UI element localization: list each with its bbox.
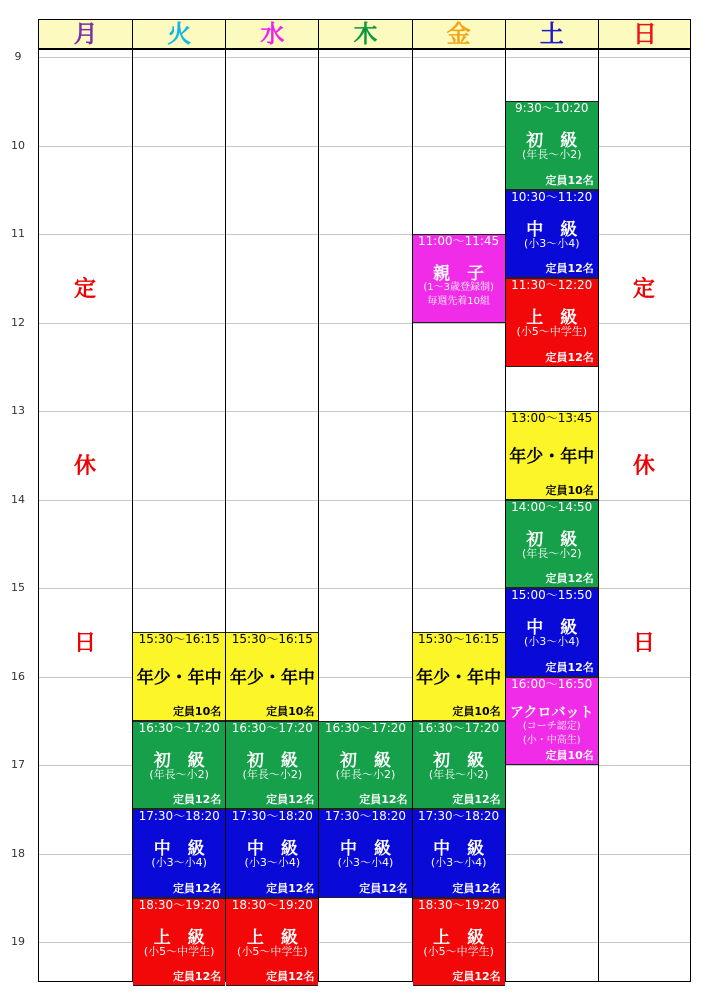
class-capacity: 定員12名	[172, 793, 222, 807]
class-block	[133, 632, 225, 721]
class-capacity: 定員12名	[359, 793, 408, 807]
class-subtitle: (小5〜中学生)	[237, 944, 308, 958]
class-title: 中 級	[433, 839, 485, 860]
day-header-2: 水	[225, 20, 318, 49]
day-header-4: 金	[412, 20, 505, 49]
class-capacity: 定員12名	[266, 970, 315, 984]
hour-label: 19	[11, 935, 25, 948]
class-block	[226, 809, 318, 898]
class-title: 中 級	[339, 839, 391, 860]
class-time: 18:30〜19:20	[418, 897, 500, 912]
hour-label: 16	[11, 669, 25, 683]
class-title: 初 級	[246, 750, 298, 771]
class-time: 11:30〜12:20	[511, 278, 593, 293]
class-block	[413, 632, 505, 721]
class-title: 中 級	[526, 219, 578, 240]
class-subtitle: (小3〜小4)	[523, 236, 580, 250]
class-subtitle: 毎週先着10組	[427, 296, 490, 307]
class-title: 親 子	[433, 264, 485, 284]
class-capacity: 定員12名	[172, 970, 222, 984]
class-block	[506, 588, 598, 677]
class-title: 上 級	[153, 927, 205, 948]
class-capacity: 定員10名	[172, 704, 222, 718]
class-title: 上 級	[526, 308, 578, 329]
class-time: 18:30〜19:20	[231, 897, 313, 912]
class-subtitle: (年長〜小2)	[335, 767, 396, 781]
class-time: 14:00〜14:50	[511, 499, 593, 514]
day-header-5: 土	[505, 20, 598, 49]
class-time: 17:30〜18:20	[324, 809, 407, 824]
class-title: 年少・年中	[229, 668, 315, 689]
hour-label: 17	[11, 758, 25, 771]
class-capacity: 定員10名	[266, 704, 315, 718]
class-block	[226, 632, 318, 721]
closed-day-label: 定	[632, 277, 655, 302]
class-capacity: 定員10名	[545, 483, 594, 497]
day-header-1: 火	[132, 20, 225, 49]
class-subtitle: (年長〜小2)	[521, 148, 582, 162]
class-capacity: 定員12名	[545, 262, 594, 276]
class-title: 初 級	[339, 750, 391, 771]
class-title: 中 級	[246, 839, 298, 860]
class-block	[506, 411, 598, 500]
hour-label: 18	[11, 846, 25, 860]
class-block	[133, 898, 225, 987]
hour-label: 12	[11, 315, 25, 329]
class-subtitle: (年長〜小2)	[521, 546, 582, 560]
class-title: アクロバット	[509, 704, 594, 721]
class-block	[319, 721, 411, 810]
class-block	[413, 898, 505, 987]
class-capacity: 定員12名	[266, 793, 315, 807]
class-title: 初 級	[153, 750, 205, 771]
class-time: 16:30〜17:20	[324, 720, 407, 735]
class-block	[319, 809, 411, 898]
hour-label: 15	[11, 581, 25, 594]
class-title: 初 級	[433, 750, 485, 771]
class-title: 年少・年中	[416, 668, 502, 689]
class-subtitle: (小3〜小4)	[523, 635, 580, 648]
hour-label: 13	[11, 404, 25, 417]
class-subtitle: (年長〜小2)	[149, 767, 209, 781]
class-capacity: 定員12名	[359, 881, 408, 895]
class-time: 17:30〜18:20	[418, 809, 500, 824]
class-block	[226, 898, 318, 987]
class-subtitle: (小3〜小4)	[337, 856, 394, 870]
class-title: 初 級	[526, 529, 578, 550]
class-subtitle: (小3〜小4)	[244, 856, 301, 870]
class-subtitle: (コーチ認定)	[522, 720, 581, 732]
class-subtitle: (小3〜小4)	[151, 856, 207, 870]
class-subtitle: (小5〜中学生)	[423, 944, 494, 958]
class-capacity: 定員12名	[452, 793, 501, 807]
class-time: 18:30〜19:20	[138, 897, 220, 912]
class-time: 16:00〜16:50	[511, 676, 593, 691]
class-time: 17:30〜18:20	[138, 809, 220, 824]
class-capacity: 定員12名	[545, 350, 594, 364]
class-title: 年少・年中	[136, 668, 222, 689]
class-capacity: 定員12名	[452, 881, 501, 895]
hour-label: 11	[11, 227, 25, 240]
class-title: 上 級	[433, 927, 485, 948]
class-block	[133, 721, 225, 810]
class-time: 16:30〜17:20	[231, 720, 313, 735]
class-capacity: 定員12名	[452, 970, 501, 984]
hour-label: 9	[14, 50, 22, 63]
closed-day-label: 日	[632, 631, 655, 656]
class-time: 15:30〜16:15	[138, 632, 220, 647]
hour-label: 10	[11, 138, 25, 152]
class-capacity: 定員10名	[452, 704, 501, 718]
class-subtitle: (1〜3歳登録制)	[423, 282, 494, 293]
hour-line	[39, 57, 690, 58]
class-block	[226, 721, 318, 810]
class-subtitle: (年長〜小2)	[428, 767, 489, 781]
class-time: 11:00〜11:45	[418, 234, 500, 248]
day-header-3: 木	[318, 20, 411, 49]
class-title: 上 級	[246, 927, 298, 948]
class-subtitle: (小3〜小4)	[430, 856, 487, 870]
class-block	[506, 278, 598, 367]
class-block	[413, 809, 505, 898]
column-divider	[598, 50, 599, 981]
class-title: 中 級	[526, 618, 578, 638]
class-time: 9:30〜10:20	[514, 101, 589, 116]
class-capacity: 定員12名	[545, 173, 594, 187]
class-block	[413, 234, 505, 323]
class-block	[413, 721, 505, 810]
class-time: 15:30〜16:15	[418, 632, 500, 647]
class-time: 16:30〜17:20	[418, 720, 500, 735]
closed-day-label: 休	[632, 454, 655, 479]
class-time: 15:30〜16:15	[231, 632, 313, 647]
class-capacity: 定員12名	[266, 881, 315, 895]
closed-day-label: 日	[73, 631, 96, 656]
class-capacity: 定員12名	[172, 881, 222, 895]
class-block	[133, 809, 225, 898]
class-block	[506, 190, 598, 279]
closed-day-label: 定	[73, 277, 96, 302]
class-subtitle: (小5〜中学生)	[516, 325, 588, 339]
class-title: 中 級	[153, 839, 205, 860]
class-time: 13:00〜13:45	[511, 411, 593, 425]
class-block	[506, 500, 598, 589]
closed-day-label: 休	[73, 454, 96, 479]
day-header-row	[38, 19, 691, 50]
day-header-6: 日	[598, 20, 691, 49]
class-time: 10:30〜11:20	[511, 189, 593, 204]
class-block	[506, 677, 598, 766]
class-time: 16:30〜17:20	[138, 720, 220, 735]
class-time: 15:00〜15:50	[511, 588, 593, 602]
hour-label: 14	[11, 492, 25, 506]
class-time: 17:30〜18:20	[231, 809, 313, 824]
class-subtitle: (年長〜小2)	[242, 767, 303, 781]
class-capacity: 定員10名	[545, 749, 594, 762]
class-title: 初 級	[526, 131, 578, 152]
class-capacity: 定員12名	[545, 572, 594, 585]
schedule-grid	[38, 50, 691, 982]
class-capacity: 定員12名	[545, 660, 594, 674]
class-block	[506, 101, 598, 190]
class-subtitle: (小5〜中学生)	[143, 944, 215, 958]
class-title: 年少・年中	[509, 447, 595, 467]
class-subtitle: (小・中高生)	[522, 734, 581, 746]
day-header-0: 月	[73, 20, 98, 48]
